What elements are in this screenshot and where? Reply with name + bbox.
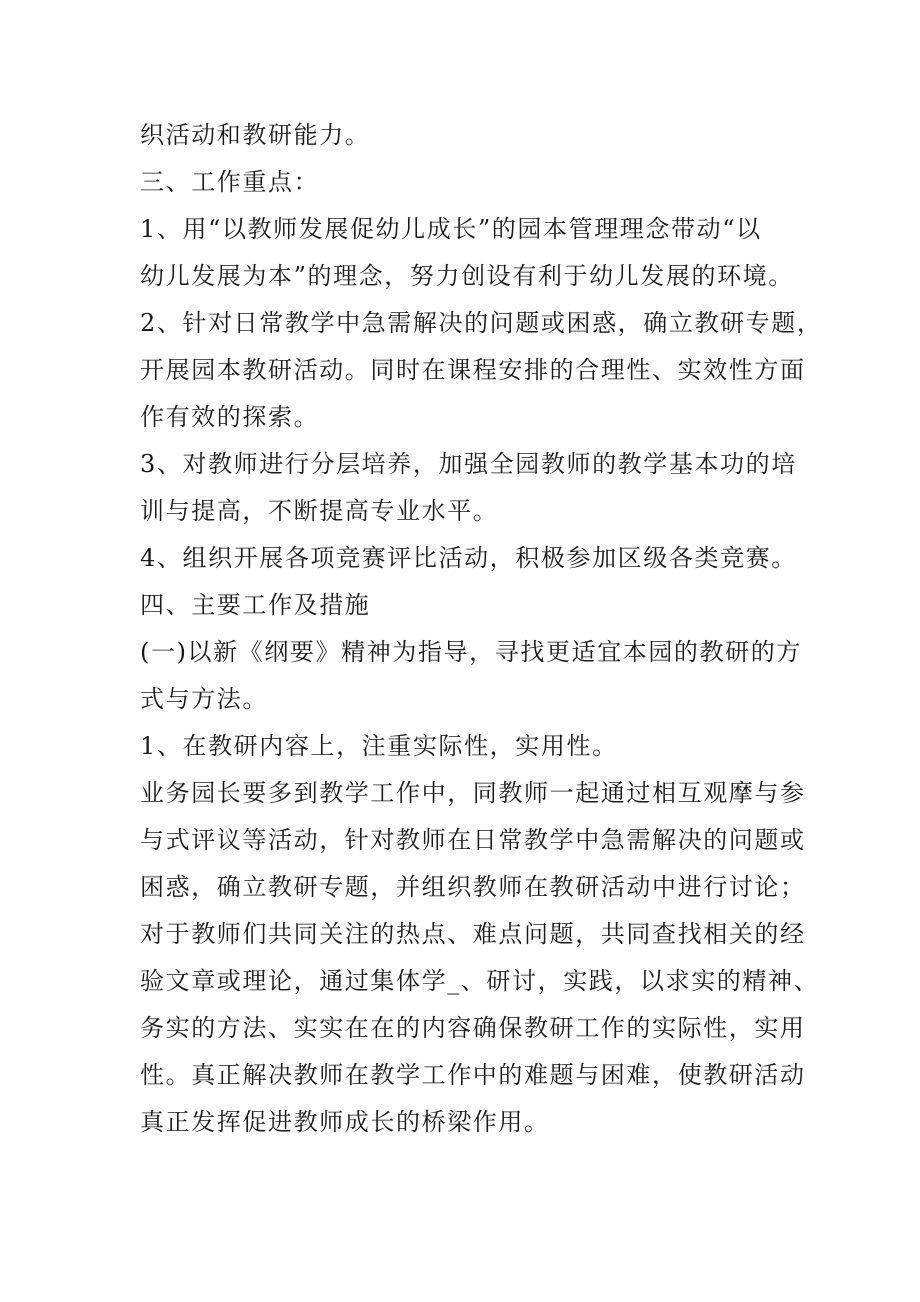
text-line: 性。真正解决教师在教学工作中的难题与困难，使教研活动 [140, 1061, 806, 1089]
text-line: 与式评议等活动，针对教师在日常教学中急需解决的问题或 [140, 826, 806, 854]
section-heading: 三、工作重点： [140, 168, 320, 196]
text-line: 1、在教研内容上，注重实际性，实用性。 [140, 732, 618, 760]
section-heading: 四、主要工作及措施 [140, 591, 371, 619]
text-line: 幼儿发展为本”的理念，努力创设有利于幼儿发展的环境。 [140, 262, 794, 290]
text-line: 2、针对日常教学中急需解决的问题或困惑，确立教研专题， [140, 309, 823, 337]
text-line: 验文章或理论，通过集体学_、研讨，实践，以求实的精神、 [140, 967, 820, 995]
text-line: 对于教师们共同关注的热点、难点问题，共同查找相关的经 [140, 920, 806, 948]
text-line: 务实的方法、实实在在的内容确保教研工作的实际性，实用 [140, 1014, 806, 1042]
subsection-heading: (一)以新《纲要》精神为指导，寻找更适宜本园的教研的方 [140, 638, 802, 666]
text-line: 4、组织开展各项竞赛评比活动，积极参加区级各类竞赛。 [140, 544, 797, 572]
text-line: 训与提高，不断提高专业水平。 [140, 497, 499, 525]
text-line: 织活动和教研能力。 [140, 121, 371, 149]
text-line: 作有效的探索。 [140, 403, 320, 431]
text-line: 困惑，确立教研专题，并组织教师在教研活动中进行讨论； [140, 873, 806, 901]
text-line: 3、对教师进行分层培养，加强全园教师的教学基本功的培 [140, 450, 797, 478]
document-body [140, 112, 823, 1146]
text-line: 1、用“以教师发展促幼儿成长”的园本管理理念带动“以 [140, 215, 762, 243]
text-line: 真正发挥促进教师成长的桥梁作用。 [140, 1108, 550, 1136]
text-line: 式与方法。 [140, 685, 268, 713]
text-line: 开展园本教研活动。同时在课程安排的合理性、实效性方面 [140, 356, 806, 384]
text-line: 业务园长要多到教学工作中，同教师一起通过相互观摩与参 [140, 779, 806, 807]
